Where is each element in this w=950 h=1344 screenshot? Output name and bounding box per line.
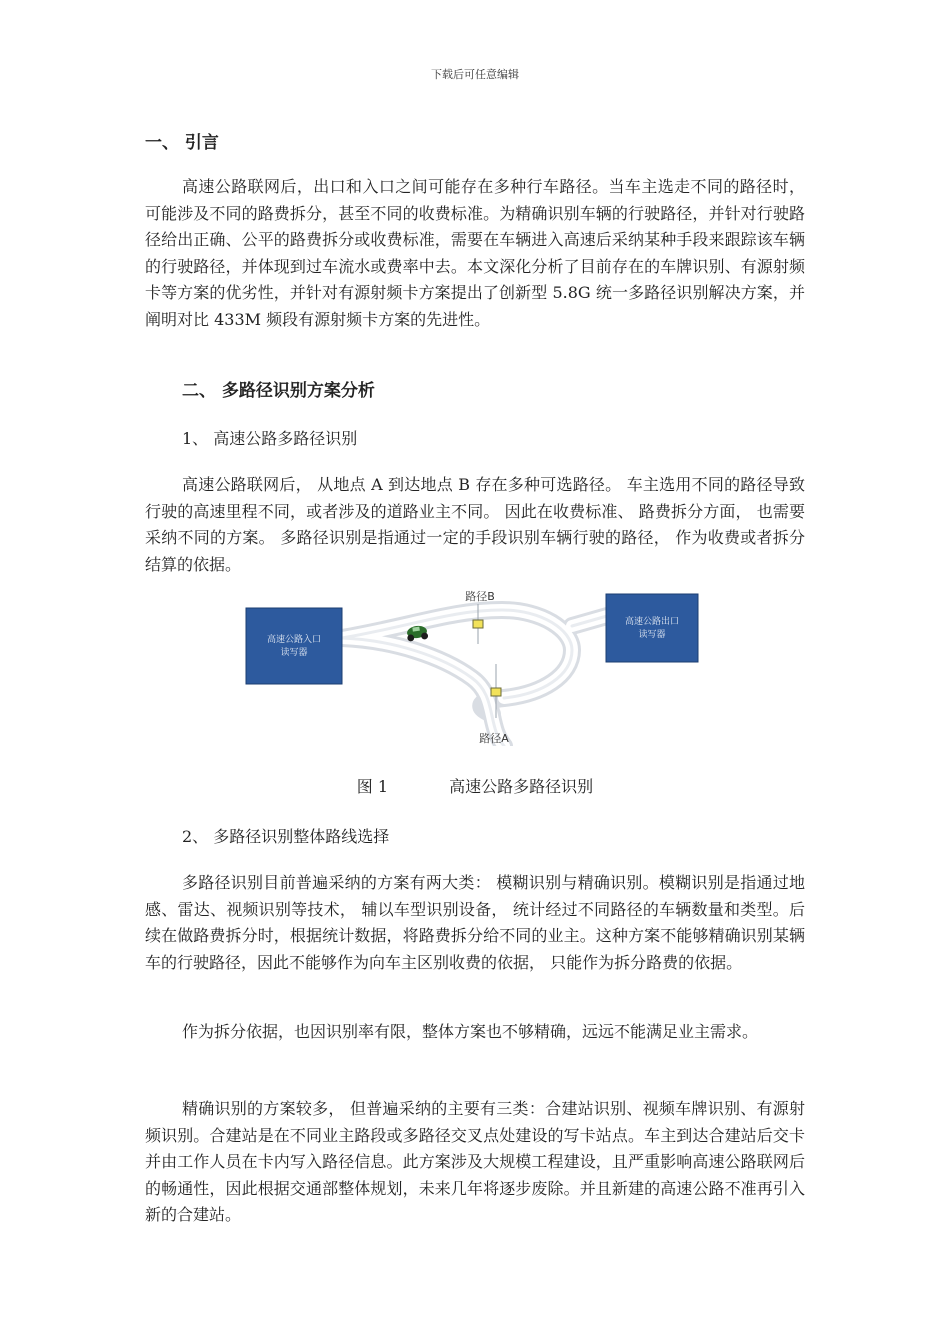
path-a-reader-icon [491,688,501,696]
figure-number: 图 1 [356,777,389,796]
subsection-2-paragraph-1: 多路径识别目前普遍采纳的方案有两大类： 模糊识别与精确识别。模糊识别是指通过地感、雷达、视频识别等技术， 辅以车型识别设备， 统计经过不同路径的车辆数量和类型。后续在做路费拆分时，根据统计数据，将路费拆分给不同的业主。这种方案不能够精确识别某辆车的行驶路径，因此不能够作为向车主区别收费的依据， 只能作为拆分路费的依据。 [145,873,805,972]
subsection-2-paragraph-2: 作为拆分依据，也因识别率有限，整体方案也不够精确，远远不能满足业主需求。 [182,1022,759,1041]
section-2-title: 二、 多路径识别方案分析 [182,381,375,401]
exit-reader-label: 高速公路出口读写器 [624,617,680,640]
path-b-label: 路径B [465,590,495,603]
subsection-1-title: 1、 高速公路多路径识别 [182,429,358,448]
subsection-2-title: 2、 多路径识别整体路线选择 [182,827,390,846]
section-1-title: 一、 引言 [145,133,219,153]
download-note: 下载后可任意编辑 [431,68,519,81]
intro-paragraph: 高速公路联网后，出口和入口之间可能存在多种行车路径。当车主选走不同的路径时，可能涉及不同的路费拆分，甚至不同的收费标准。为精确识别车辆的行驶路径，并针对行驶路径给出正确、公平的路费拆分或收费标准，需要在车辆进入高速后采纳某种手段来跟踪该车辆的行驶路径，并体现到过车流水或费率中去。本文深化分析了目前存在的车牌识别、有源射频卡等方案的优劣性，并针对有源射频卡方案提出了创新型 5.8G 统一多路径识别解决方案，并阐明对比 433M 频段有源射频卡方案的先进性。 [145,177,805,329]
subsection-2-paragraph-3: 精确识别的方案较多， 但普遍采纳的主要有三类：合建站识别、视频车牌识别、有源射频识别。合建站是在不同业主路段或多路径交叉点处建设的写卡站点。车主到达合建站后交卡并由工作人员在卡内写入路径信息。此方案涉及大规模工程建设，且严重影响高速公路联网后的畅通性，因此根据交通部整体规划，未来几年将逐步废除。并且新建的高速公路不准再引入新的合建站。 [145,1099,805,1224]
entry-reader-box [246,608,342,684]
path-a-label: 路径A [479,732,509,745]
figure-caption-text: 高速公路多路径识别 [449,777,594,796]
subsection-1-paragraph: 高速公路联网后， 从地点 A 到达地点 B 存在多种可选路径。 车主选用不同的路径导致行驶的高速里程不同，或者涉及的道路业主不同。 因此在收费标准、 路费拆分方面， 也需要采纳不同的方案。 多路径识别是指通过一定的手段识别车辆行驶的路径， 作为收费或者拆分结算的依据。 [145,475,805,574]
figure-caption [0,774,950,797]
path-b-reader-icon [473,620,483,628]
exit-reader-box [606,594,698,662]
entry-reader-label: 高速公路入口读写器 [266,635,322,658]
multipath-diagram [242,586,704,746]
